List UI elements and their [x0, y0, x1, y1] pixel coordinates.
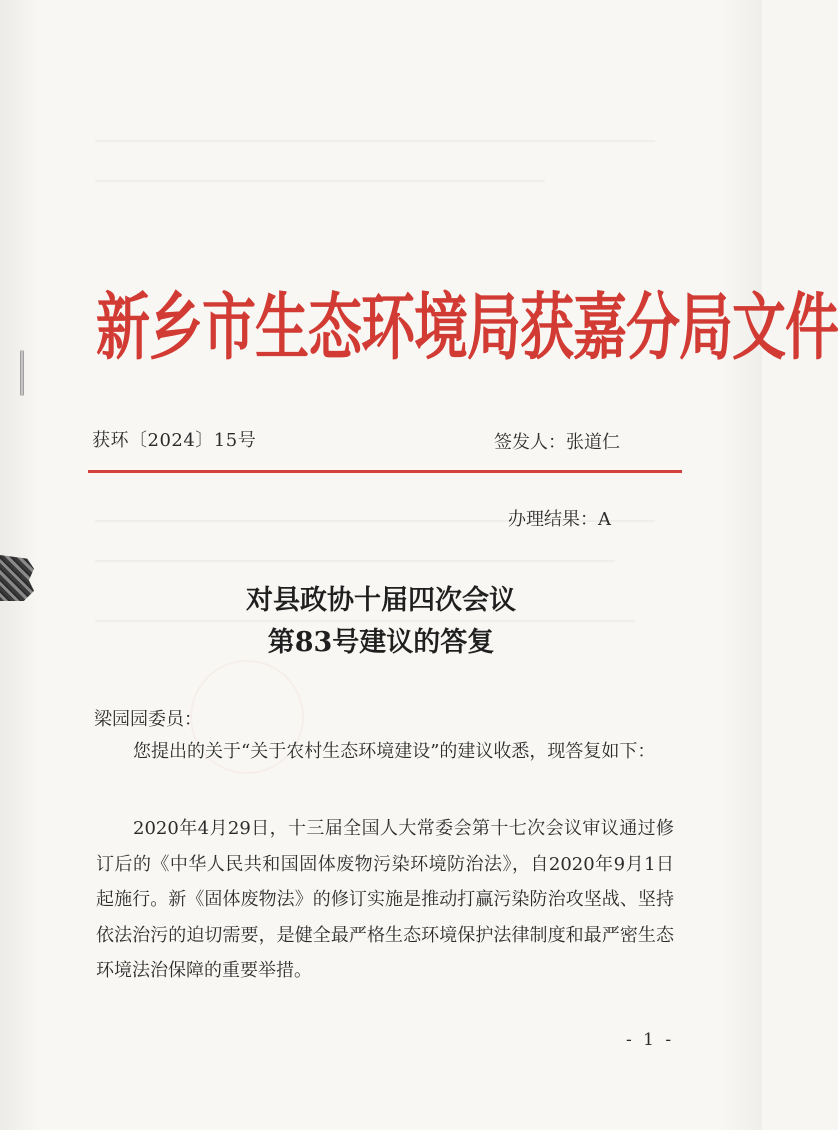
bleed-through-line [95, 560, 615, 572]
bleed-through-line [95, 140, 655, 152]
page-number: - 1 - [626, 1030, 675, 1050]
document-title-line-1: 对县政协十届四次会议 [246, 585, 516, 616]
signer: 签发人：张道仁 [494, 432, 620, 453]
handling-result: 办理结果：A [508, 509, 611, 530]
staple [20, 350, 24, 396]
torn-edge [0, 555, 34, 601]
document-number: 获环〔2024〕15号 [92, 430, 257, 451]
document-header-title: 新乡市生态环境局获嘉分局文件 [96, 283, 838, 371]
body-paragraph-1: 您提出的关于“关于农村生态环境建设”的建议收悉，现答复如下： [133, 741, 656, 762]
salutation: 梁园园委员： [94, 709, 202, 730]
body-paragraph-2: 2020年4月29日，十三届全国人大常委会第十七次会议审议通过修订后的《中华人民共和国固体废物污染环境防治法》，自2020年9月1日起施行。新《固体废物法》的修订实施是推动打赢污染防治攻坚战、坚持依法治污的迫切需要，是健全最严格生态环境保护法律制度和最严密生态环境法治保障的重要举措。 [96, 818, 674, 981]
red-divider-rule [88, 470, 682, 473]
bleed-through-line [95, 180, 545, 192]
document-title-line-2: 第83号建议的答复 [267, 627, 495, 658]
